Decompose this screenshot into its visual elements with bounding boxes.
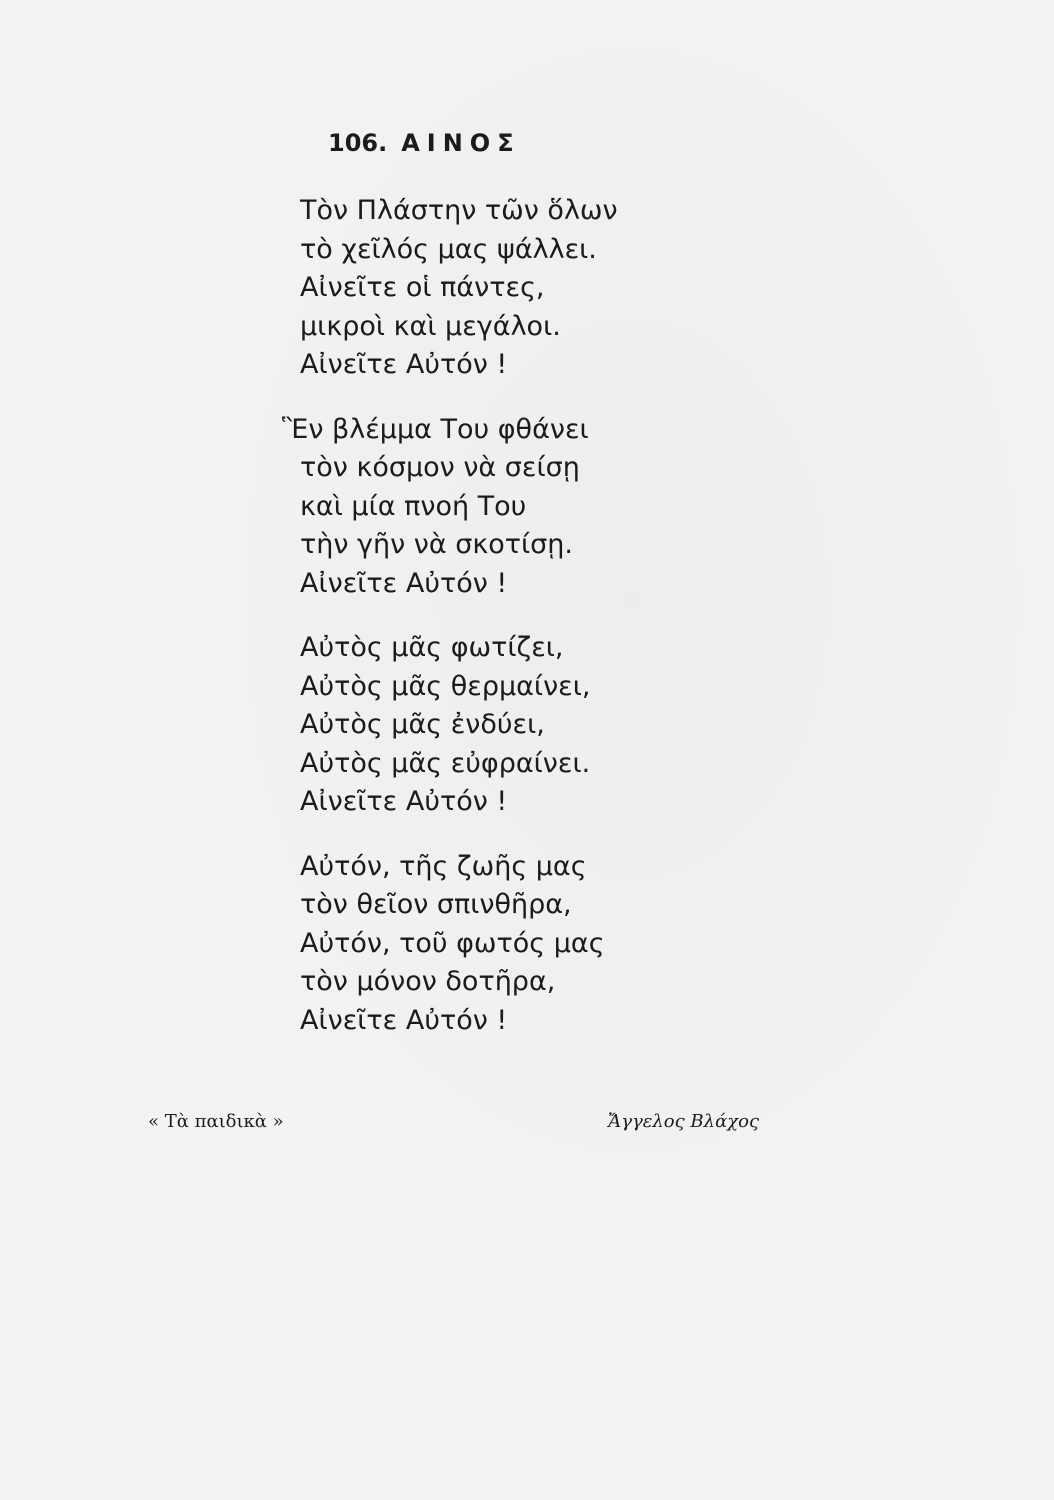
poem-line: Αὐτὸς μᾶς εὐφραίνει. (300, 747, 591, 779)
poem-line: τὸν μόνον δοτῆρα, (300, 966, 556, 997)
poem-heading (328, 126, 521, 160)
poem-author: Ἄγγελος Βλάχος (608, 1111, 760, 1132)
poem-line: Ἓν βλέμμα Του φθάνει (282, 413, 589, 445)
poem-source: « Τὰ παιδικὰ » (148, 1111, 284, 1132)
poem-line: Τὸν Πλάστην τῶν ὅλων (300, 195, 618, 226)
poem-line: καὶ μία πνοή Του (300, 490, 527, 522)
poem-line: τὴν γῆν νὰ σκοτίσῃ. (300, 529, 573, 560)
poem-line: τὸν θεῖον σπινθῆρα, (300, 889, 572, 920)
stanza-1 (300, 192, 720, 385)
poem-line: Αὐτὸς μᾶς θερμαίνει, (300, 670, 591, 702)
poem-number: 106. (328, 129, 388, 157)
poem-line: Αἰνεῖτε Αὐτόν ! (300, 349, 508, 380)
poem-line: Αἰνεῖτε οἱ πάντες, (300, 272, 545, 303)
poem-line: Αὐτόν, τῆς ζωῆς μας (300, 850, 587, 882)
poem-body (282, 192, 720, 1066)
poem-title: ΑΙΝΟΣ (401, 129, 521, 157)
poem-line: Αὐτόν, τοῦ φωτός μας (300, 927, 605, 959)
poem-line: Αἰνεῖτε Αὐτόν ! (300, 567, 508, 599)
poem-line: τὸν κόσμον νὰ σείσῃ (300, 452, 580, 483)
poem-line: Αὐτὸς μᾶς φωτίζει, (300, 632, 564, 663)
poem-line: Αἰνεῖτε Αὐτόν ! (300, 1004, 508, 1036)
stanza-4 (300, 848, 720, 1041)
poem-line: τὸ χεῖλός μας ψάλλει. (300, 233, 597, 265)
poem-line: μικροὶ καὶ μεγάλοι. (300, 310, 561, 342)
stanza-2 (282, 411, 720, 604)
poem-line: Αὐτὸς μᾶς ἐνδύει, (300, 709, 545, 740)
poem-line: Αἰνεῖτε Αὐτόν ! (300, 786, 508, 817)
stanza-3 (300, 629, 720, 822)
